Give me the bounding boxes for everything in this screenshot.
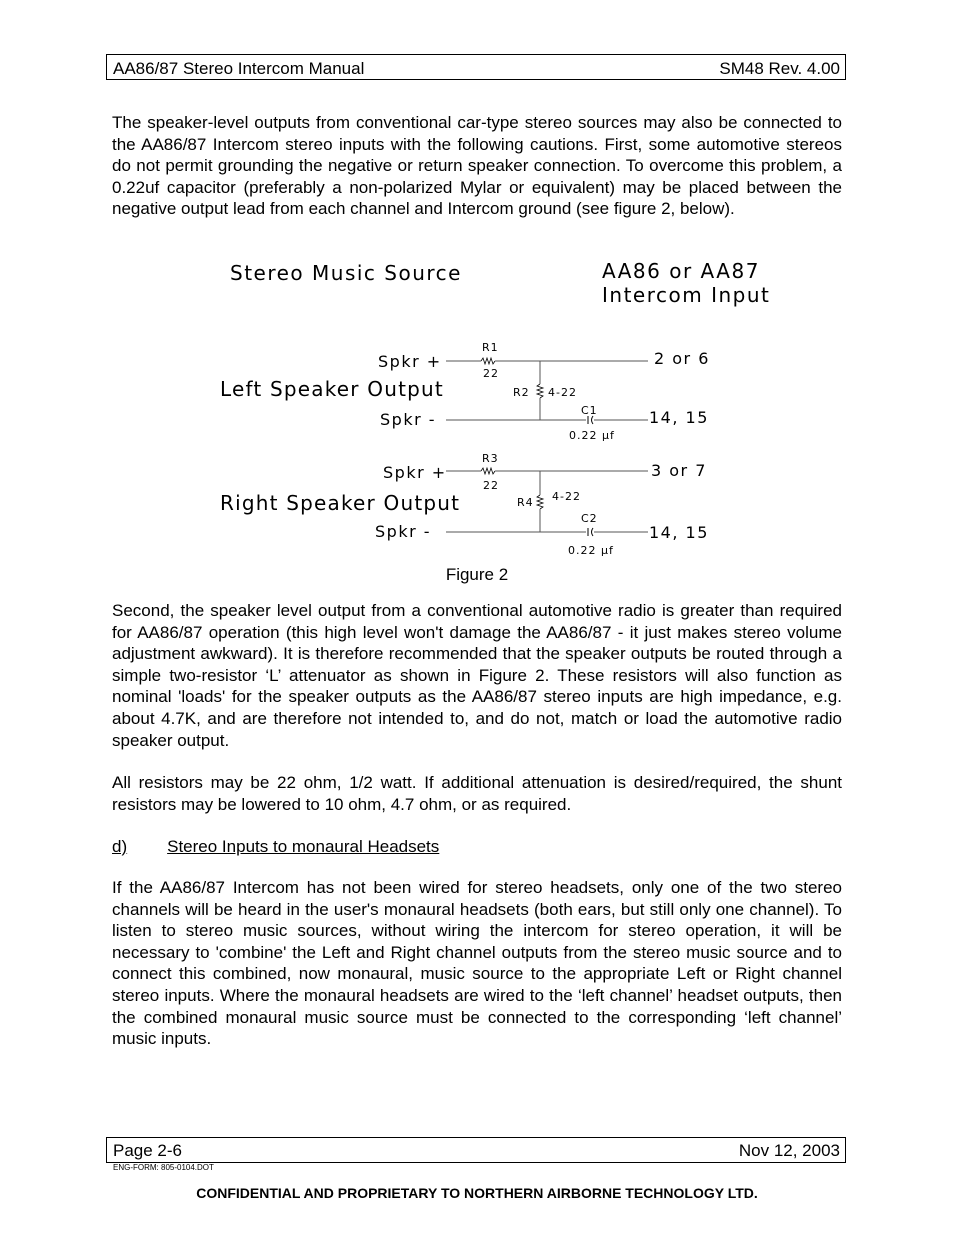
c2-plate-b bbox=[592, 528, 594, 536]
source-title: Stereo Music Source bbox=[230, 261, 462, 285]
page-footer bbox=[106, 1137, 846, 1163]
document-revision: SM48 Rev. 4.00 bbox=[719, 59, 840, 78]
r3-label: R3 bbox=[482, 452, 499, 465]
r1-value: 22 bbox=[483, 367, 499, 380]
r4-value: 4-22 bbox=[552, 490, 581, 503]
left-pin-plus: 2 or 6 bbox=[654, 349, 710, 368]
figure-2-schematic bbox=[0, 250, 954, 562]
c1-label: C1 bbox=[581, 404, 598, 417]
paragraph-attenuator: Second, the speaker level output from a conventional automotive radio is greater than required for AA86/87 operation (this high level won't damage the AA86/87 - it just makes stereo volume adjustment awkward). It is therefore recommended that the speaker outputs be routed through a simple two-resistor ‘L’ attenuator as shown in Figure 2. These resistors will also function as nominal 'loads' for the speaker outputs as the AA86/87 stereo inputs are high impedance, e.g. about 4.7K, and are therefore not intended to, and do not, match or load the automotive radio speaker output. bbox=[112, 601, 842, 750]
paragraph-cautions: The speaker-level outputs from conventional car-type stereo sources may also be connected to the AA86/87 Intercom stereo inputs with the following cautions. First, some automotive stereos do not permit grounding the negative or return speaker connection. To overcome this problem, a 0.22uf capacitor (preferably a non-polarized Mylar or equivalent) may be placed between the negative output lead from each channel and Intercom ground (see figure 2, below). bbox=[112, 113, 842, 219]
r3-value: 22 bbox=[483, 479, 499, 492]
c1-value: 0.22 µf bbox=[569, 429, 615, 442]
r1-label: R1 bbox=[482, 341, 499, 354]
right-channel bbox=[220, 452, 709, 557]
left-speaker-output-label: Left Speaker Output bbox=[220, 377, 444, 401]
form-id: ENG-FORM: 805-0104.DOT bbox=[113, 1163, 214, 1172]
page-header bbox=[106, 54, 846, 80]
r1-resistor-symbol bbox=[481, 358, 495, 364]
right-spkr-plus-label: Spkr + bbox=[383, 463, 447, 482]
paragraph-resistors: All resistors may be 22 ohm, 1/2 watt. If additional attenuation is desired/required, the shunt resistors may be lowered to 10 ohm, 4.7 ohm, or as required. bbox=[112, 773, 842, 814]
left-spkr-plus-label: Spkr + bbox=[378, 352, 442, 371]
right-pin-plus: 3 or 7 bbox=[651, 461, 707, 480]
left-channel bbox=[220, 341, 710, 442]
right-speaker-output-label: Right Speaker Output bbox=[220, 491, 461, 515]
section-number: d) bbox=[112, 837, 128, 856]
r4-resistor-symbol bbox=[537, 495, 543, 509]
document-title: AA86/87 Stereo Intercom Manual bbox=[113, 59, 365, 78]
left-spkr-minus-label: Spkr - bbox=[380, 410, 437, 429]
right-spkr-minus-label: Spkr - bbox=[375, 522, 432, 541]
r4-label: R4 bbox=[517, 496, 534, 509]
page-date: Nov 12, 2003 bbox=[738, 1141, 840, 1160]
section-heading bbox=[112, 837, 439, 857]
r2-resistor-symbol bbox=[537, 384, 543, 398]
c2-value: 0.22 µf bbox=[568, 544, 614, 557]
dest-title-line2: Intercom Input bbox=[602, 283, 771, 307]
confidential-notice: CONFIDENTIAL AND PROPRIETARY TO NORTHERN AIRBORNE TECHNOLOGY LTD. bbox=[196, 1185, 758, 1201]
r3-resistor-symbol bbox=[481, 468, 495, 474]
figure-caption: Figure 2 bbox=[445, 565, 509, 584]
r2-value: 4-22 bbox=[548, 386, 577, 399]
section-title: Stereo Inputs to monaural Headsets bbox=[167, 837, 440, 856]
page-number: Page 2-6 bbox=[113, 1141, 182, 1160]
left-pin-minus: 14, 15 bbox=[649, 408, 709, 427]
paragraph-monaural: If the AA86/87 Intercom has not been wired for stereo headsets, only one of the two stereo channels will be heard in the user's monaural headsets (both ears, but still only one channel). To listen to stereo music sources, without wiring the intercom for stereo operation, it will be necessary to 'combine' the Left and Right channel outputs from the stereo music source and to connect this combined, now monaural, music source to the appropriate Left or Right channel stereo inputs. Where the monaural headsets are wired to the ‘left channel’ headset outputs, then the combined monaural music source must be connected to the corresponding ‘left channel’ music inputs. bbox=[112, 878, 842, 1049]
c2-label: C2 bbox=[581, 512, 598, 525]
right-pin-minus: 14, 15 bbox=[649, 523, 709, 542]
r2-label: R2 bbox=[513, 386, 530, 399]
c1-plate-b bbox=[592, 416, 594, 424]
dest-title-line1: AA86 or AA87 bbox=[602, 259, 760, 283]
